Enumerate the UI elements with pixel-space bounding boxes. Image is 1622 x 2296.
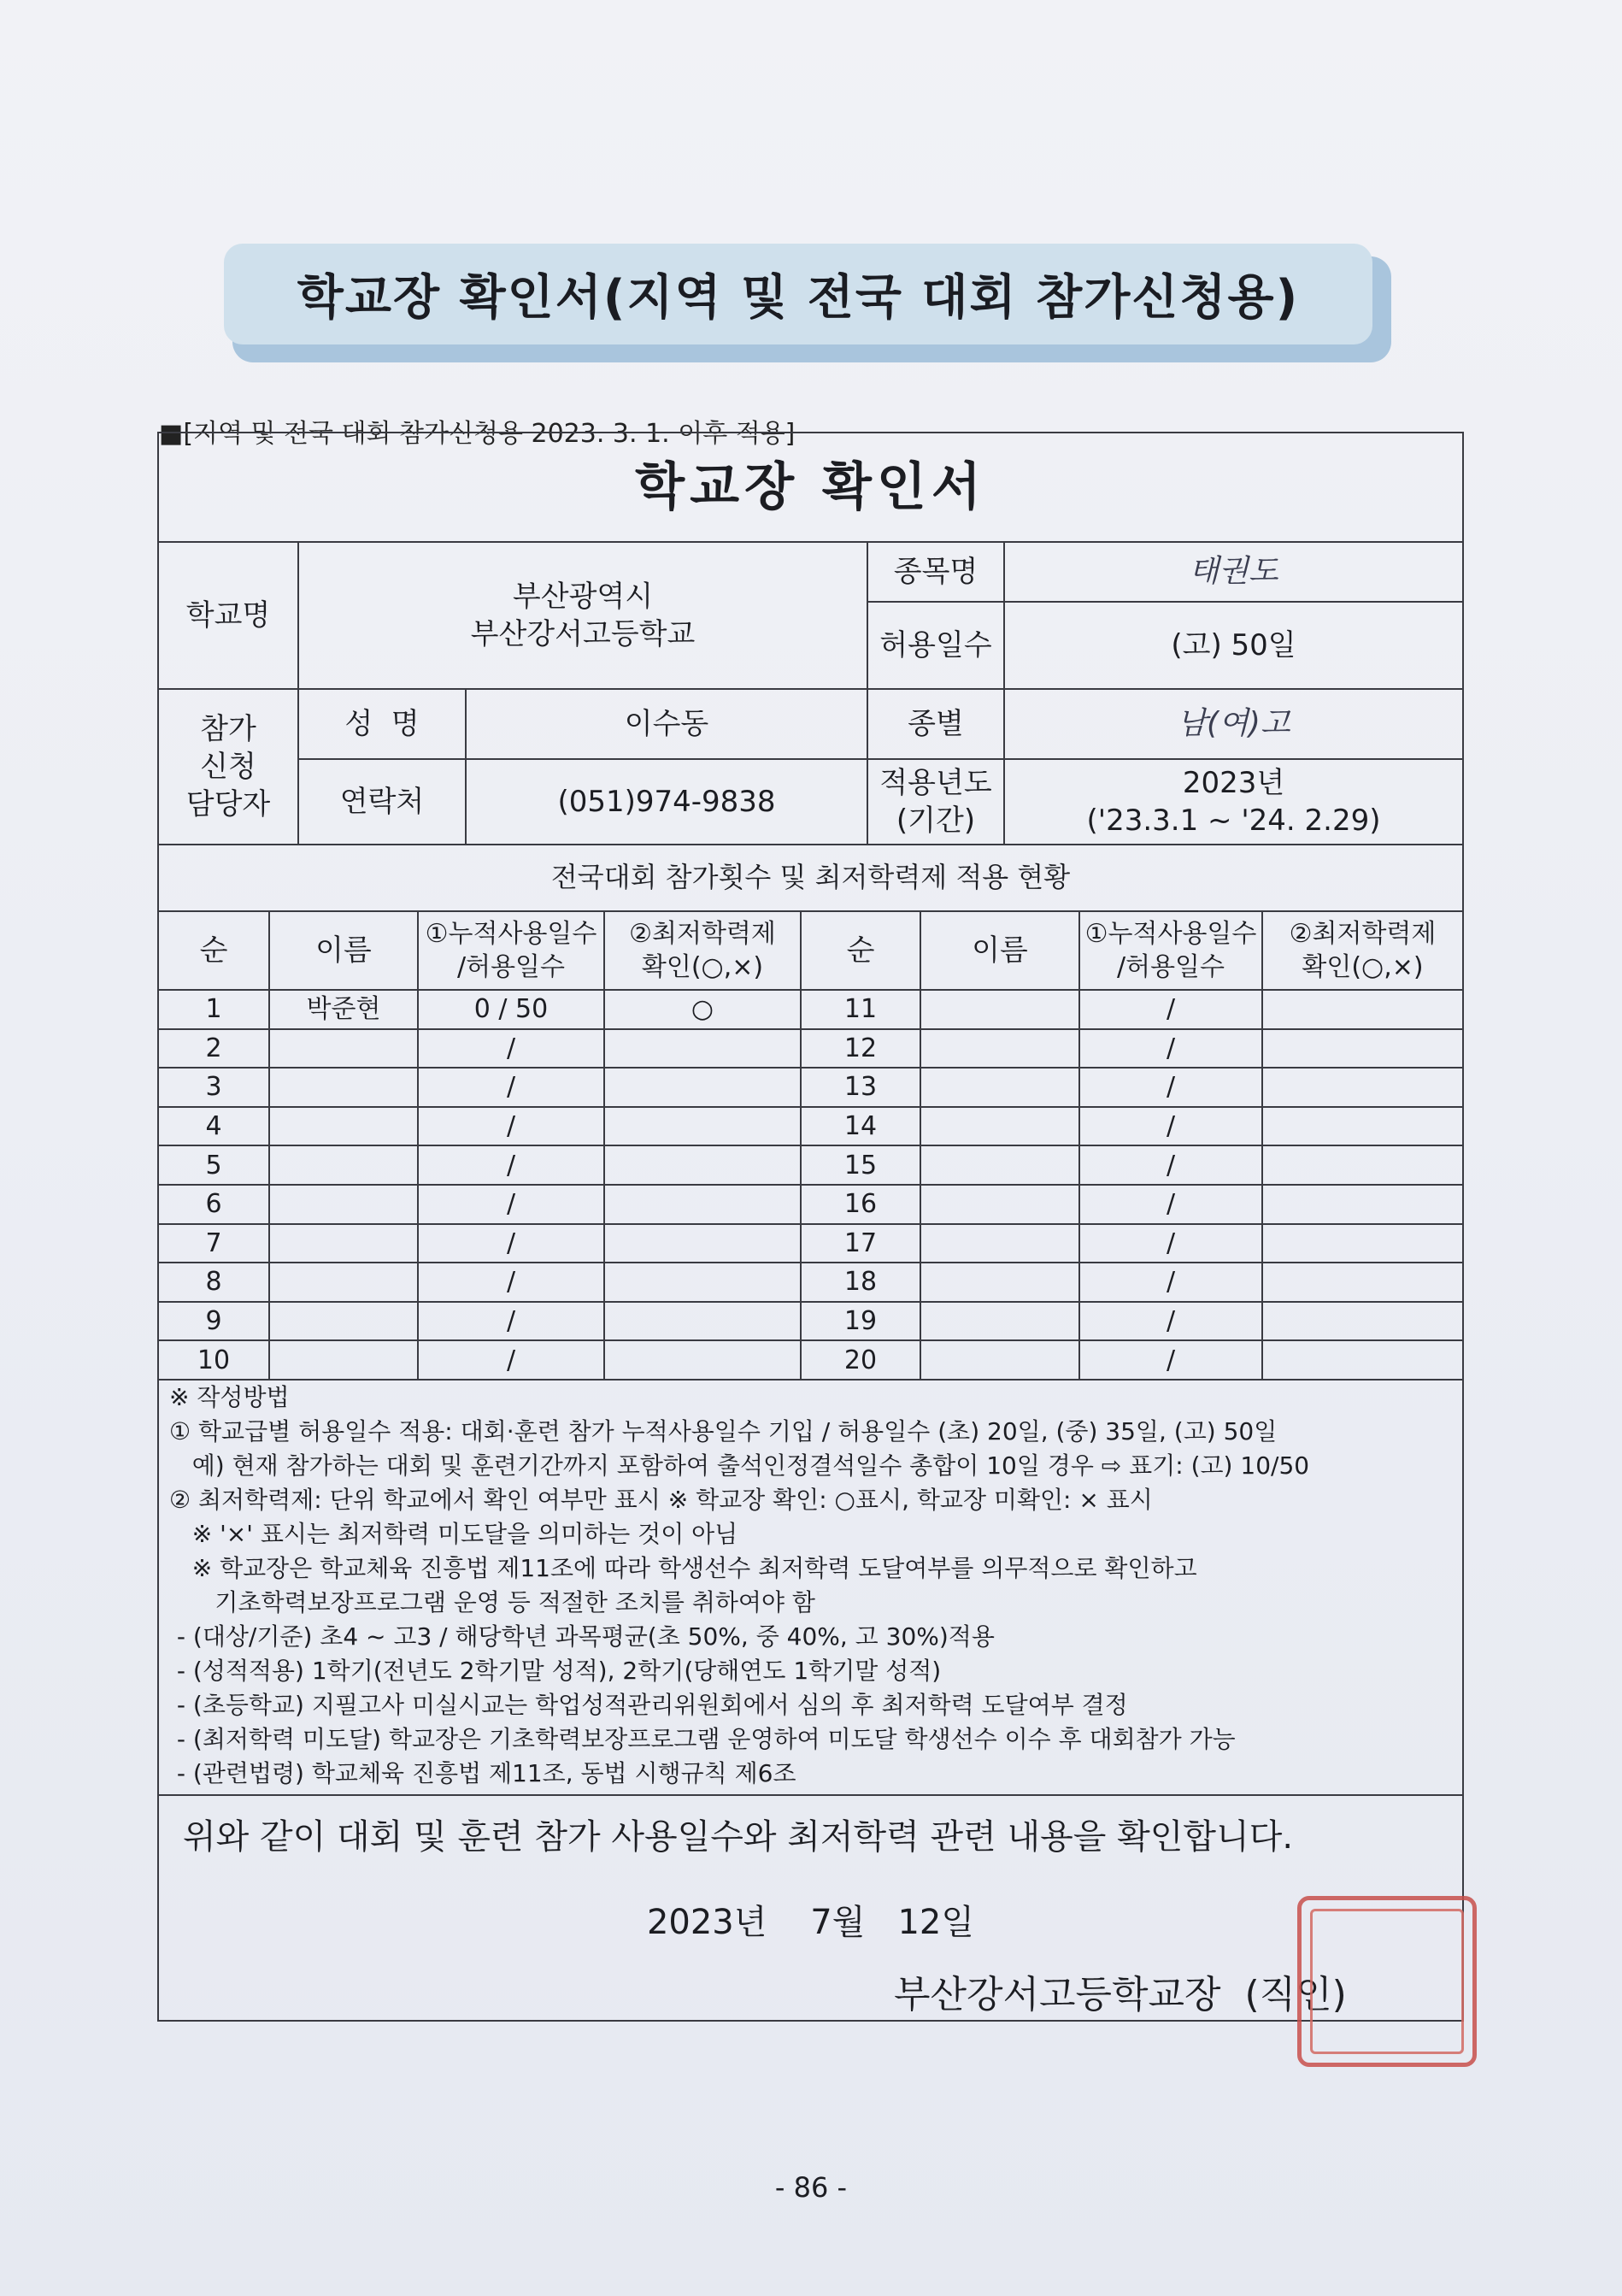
category-value: 남(여)고 bbox=[1005, 690, 1462, 760]
table-cell-days: / bbox=[419, 1303, 605, 1342]
table-cell-days: / bbox=[1080, 1108, 1263, 1147]
header-min-line1: ②최저학력제 bbox=[629, 919, 776, 949]
table-cell-name bbox=[921, 1303, 1080, 1342]
school-value bbox=[299, 543, 868, 690]
table-cell-name bbox=[270, 1030, 419, 1069]
table-cell-days: / bbox=[1080, 1341, 1263, 1381]
phone-label: 연락처 bbox=[299, 760, 467, 845]
table-cell-check bbox=[605, 1303, 802, 1342]
table-cell-name bbox=[921, 1225, 1080, 1264]
table-cell-no: 7 bbox=[159, 1225, 270, 1264]
table-cell-days: / bbox=[419, 1146, 605, 1186]
header-days-line2: /허용일수 bbox=[1116, 952, 1225, 982]
notes-line: - (대상/기준) 초4 ~ 고3 / 해당학년 과목평균(초 50%, 중 40%, 고 30%)적용 bbox=[169, 1622, 995, 1651]
table-cell-days: / bbox=[419, 1263, 605, 1303]
table-cell-no: 18 bbox=[802, 1263, 921, 1303]
table-cell-no: 6 bbox=[159, 1186, 270, 1225]
table-cell-no: 9 bbox=[159, 1303, 270, 1342]
table-cell-check bbox=[1263, 1303, 1462, 1342]
notes-line: ② 최저학력제: 단위 학교에서 확인 여부만 표시 ※ 학교장 확인: ○표시, 학교장 미확인: × 표시 bbox=[169, 1486, 1153, 1514]
table-cell-days: / bbox=[1080, 1146, 1263, 1186]
table-cell-name bbox=[921, 1341, 1080, 1381]
contact-label-line2: 신청 bbox=[200, 749, 256, 784]
table-cell-name bbox=[921, 1186, 1080, 1225]
school-name: 부산강서고등학교 bbox=[470, 617, 696, 651]
table-cell-name bbox=[270, 1186, 419, 1225]
table-cell-no: 13 bbox=[802, 1069, 921, 1108]
header-no-left: 순 bbox=[159, 912, 270, 991]
table-cell-check bbox=[1263, 1341, 1462, 1381]
table-cell-check bbox=[1263, 1030, 1462, 1069]
table-cell-check bbox=[1263, 1225, 1462, 1264]
header-days-line2: /허용일수 bbox=[456, 952, 566, 982]
year-label bbox=[868, 760, 1005, 845]
table-cell-no: 12 bbox=[802, 1030, 921, 1069]
table-cell-days: / bbox=[1080, 1303, 1263, 1342]
table-cell-days: / bbox=[419, 1186, 605, 1225]
table-cell-check bbox=[605, 1069, 802, 1108]
confirmation-statement: 위와 같이 대회 및 훈련 참가 사용일수와 최저학력 관련 내용을 확인합니다. bbox=[183, 1817, 1294, 1857]
header-no-right: 순 bbox=[802, 912, 921, 991]
confirmation-form bbox=[157, 432, 1464, 2022]
contact-label-line1: 참가 bbox=[200, 711, 256, 746]
year-value-line1: 2023년 bbox=[1182, 765, 1285, 800]
table-cell-name bbox=[921, 1030, 1080, 1069]
table-cell-check bbox=[605, 1263, 802, 1303]
table-cell-days: / bbox=[419, 1030, 605, 1069]
table-cell-no: 17 bbox=[802, 1225, 921, 1264]
notes-line: - (관련법령) 학교체육 진흥법 제11조, 동법 시행규칙 제6조 bbox=[169, 1759, 796, 1787]
name-label: 성 명 bbox=[299, 690, 467, 760]
table-cell-days: / bbox=[419, 1341, 605, 1381]
table-cell-days: / bbox=[1080, 1030, 1263, 1069]
table-cell-no: 15 bbox=[802, 1146, 921, 1186]
table-cell-no: 2 bbox=[159, 1030, 270, 1069]
page-number: - 86 - bbox=[774, 2171, 848, 2204]
sport-label: 종목명 bbox=[868, 543, 1005, 603]
table-cell-no: 19 bbox=[802, 1303, 921, 1342]
header-name-right: 이름 bbox=[921, 912, 1080, 991]
table-cell-name bbox=[270, 1225, 419, 1264]
name-value: 이수동 bbox=[467, 690, 868, 760]
form-title: 학교장 확인서 bbox=[159, 433, 1462, 543]
table-cell-check bbox=[605, 1186, 802, 1225]
notes-line: 기초학력보장프로그램 운영 등 적절한 조치를 취하여야 함 bbox=[169, 1588, 815, 1616]
table-cell-name bbox=[921, 1069, 1080, 1108]
table-cell-no: 20 bbox=[802, 1341, 921, 1381]
table-cell-name bbox=[270, 1263, 419, 1303]
table-cell-days: / bbox=[1080, 991, 1263, 1030]
header-days-line1: ①누적사용일수 bbox=[1084, 919, 1257, 949]
header-min-right bbox=[1263, 912, 1462, 991]
table-cell-no: 10 bbox=[159, 1341, 270, 1381]
sport-value: 태권도 bbox=[1005, 543, 1462, 603]
table-cell-no: 16 bbox=[802, 1186, 921, 1225]
header-min-line1: ②최저학력제 bbox=[1289, 919, 1437, 949]
contact-label-line3: 담당자 bbox=[185, 787, 271, 822]
table-cell-no: 3 bbox=[159, 1069, 270, 1108]
header-days-left bbox=[419, 912, 605, 991]
issue-date: 2023년 7월 12일 bbox=[646, 1903, 975, 1942]
status-title: 전국대회 참가횟수 및 최저학력제 적용 현황 bbox=[159, 845, 1462, 912]
table-cell-days: / bbox=[1080, 1225, 1263, 1264]
table-cell-name bbox=[270, 1146, 419, 1186]
header-days-right bbox=[1080, 912, 1263, 991]
table-cell-name bbox=[270, 1303, 419, 1342]
category-label: 종별 bbox=[868, 690, 1005, 760]
table-cell-check bbox=[1263, 1069, 1462, 1108]
contact-person-label bbox=[159, 690, 299, 845]
school-region: 부산광역시 bbox=[512, 579, 654, 614]
table-cell-check bbox=[605, 1146, 802, 1186]
header-name-left: 이름 bbox=[270, 912, 419, 991]
table-cell-name bbox=[921, 1263, 1080, 1303]
table-cell-days: / bbox=[419, 1108, 605, 1147]
table-cell-name bbox=[270, 1069, 419, 1108]
table-cell-days: / bbox=[1080, 1263, 1263, 1303]
table-cell-no: 1 bbox=[159, 991, 270, 1030]
header-min-left bbox=[605, 912, 802, 991]
table-cell-no: 14 bbox=[802, 1108, 921, 1147]
notes-line: 예) 현재 참가하는 대회 및 훈련기간까지 포함하여 출석인정결석일수 총합이 10일 경우 ⇨ 표기: (고) 10/50 bbox=[169, 1451, 1310, 1480]
principal-signature: 부산강서고등학교장 (직인) bbox=[894, 1973, 1347, 2016]
table-cell-check bbox=[605, 1341, 802, 1381]
table-cell-no: 11 bbox=[802, 991, 921, 1030]
allowed-days-value: (고) 50일 bbox=[1005, 603, 1462, 690]
school-label: 학교명 bbox=[159, 543, 299, 690]
table-cell-check bbox=[1263, 991, 1462, 1030]
banner-title: 학교장 확인서(지역 및 전국 대회 참가신청용) bbox=[224, 244, 1372, 344]
table-cell-name bbox=[270, 1108, 419, 1147]
table-cell-name bbox=[921, 991, 1080, 1030]
table-cell-no: 5 bbox=[159, 1146, 270, 1186]
notes-line: - (초등학교) 지필고사 미실시교는 학업성적관리위원회에서 심의 후 최저학력 도달여부 결정 bbox=[169, 1691, 1128, 1719]
table-cell-check bbox=[1263, 1146, 1462, 1186]
table-cell-check bbox=[1263, 1263, 1462, 1303]
table-cell-check bbox=[605, 1030, 802, 1069]
table-cell-name: 박준현 bbox=[270, 991, 419, 1030]
header-min-line2: 확인(○,×) bbox=[1302, 952, 1424, 982]
table-cell-no: 4 bbox=[159, 1108, 270, 1147]
year-label-line2: (기간) bbox=[896, 804, 976, 838]
table-cell-check: ○ bbox=[605, 991, 802, 1030]
table-cell-name bbox=[921, 1108, 1080, 1147]
table-cell-no: 8 bbox=[159, 1263, 270, 1303]
notes-line: - (최저학력 미도달) 학교장은 기초학력보장프로그램 운영하여 미도달 학생선수 이수 후 대회참가 가능 bbox=[169, 1725, 1236, 1753]
table-cell-name bbox=[921, 1146, 1080, 1186]
notes-line: - (성적적용) 1학기(전년도 2학기말 성적), 2학기(당해연도 1학기말 성적) bbox=[169, 1657, 942, 1685]
writing-instructions bbox=[159, 1381, 1462, 1796]
table-cell-days: / bbox=[1080, 1069, 1263, 1108]
notes-line: ※ 학교장은 학교체육 진흥법 제11조에 따라 학생선수 최저학력 도달여부를 의무적으로 확인하고 bbox=[169, 1554, 1197, 1582]
official-seal-stamp bbox=[1297, 1896, 1477, 2067]
phone-value: (051)974-9838 bbox=[467, 760, 868, 845]
table-cell-days: 0 / 50 bbox=[419, 991, 605, 1030]
notes-line: ※ '×' 표시는 최저학력 미도달을 의미하는 것이 아님 bbox=[169, 1520, 738, 1548]
table-cell-check bbox=[605, 1108, 802, 1147]
header-days-line1: ①누적사용일수 bbox=[425, 919, 597, 949]
seal-inner-border bbox=[1310, 1909, 1464, 2054]
notes-line: ① 학교급별 허용일수 적용: 대회·훈련 참가 누적사용일수 기입 / 허용일수 (초) 20일, (중) 35일, (고) 50일 bbox=[169, 1417, 1278, 1445]
allowed-days-label: 허용일수 bbox=[868, 603, 1005, 690]
year-value bbox=[1005, 760, 1462, 845]
year-label-line1: 적용년도 bbox=[879, 765, 992, 800]
table-cell-check bbox=[1263, 1108, 1462, 1147]
table-cell-check bbox=[1263, 1186, 1462, 1225]
applicability-note: ■[지역 및 전국 대회 참가신청용 2023. 3. 1. 이후 적용] bbox=[159, 419, 796, 449]
table-cell-days: / bbox=[1080, 1186, 1263, 1225]
table-cell-check bbox=[605, 1225, 802, 1264]
notes-line: ※ 작성방법 bbox=[169, 1383, 290, 1411]
table-cell-name bbox=[270, 1341, 419, 1381]
year-value-line2: ('23.3.1 ~ '24. 2.29) bbox=[1086, 804, 1381, 838]
table-cell-days: / bbox=[419, 1069, 605, 1108]
table-cell-days: / bbox=[419, 1225, 605, 1264]
header-min-line2: 확인(○,×) bbox=[641, 952, 764, 982]
